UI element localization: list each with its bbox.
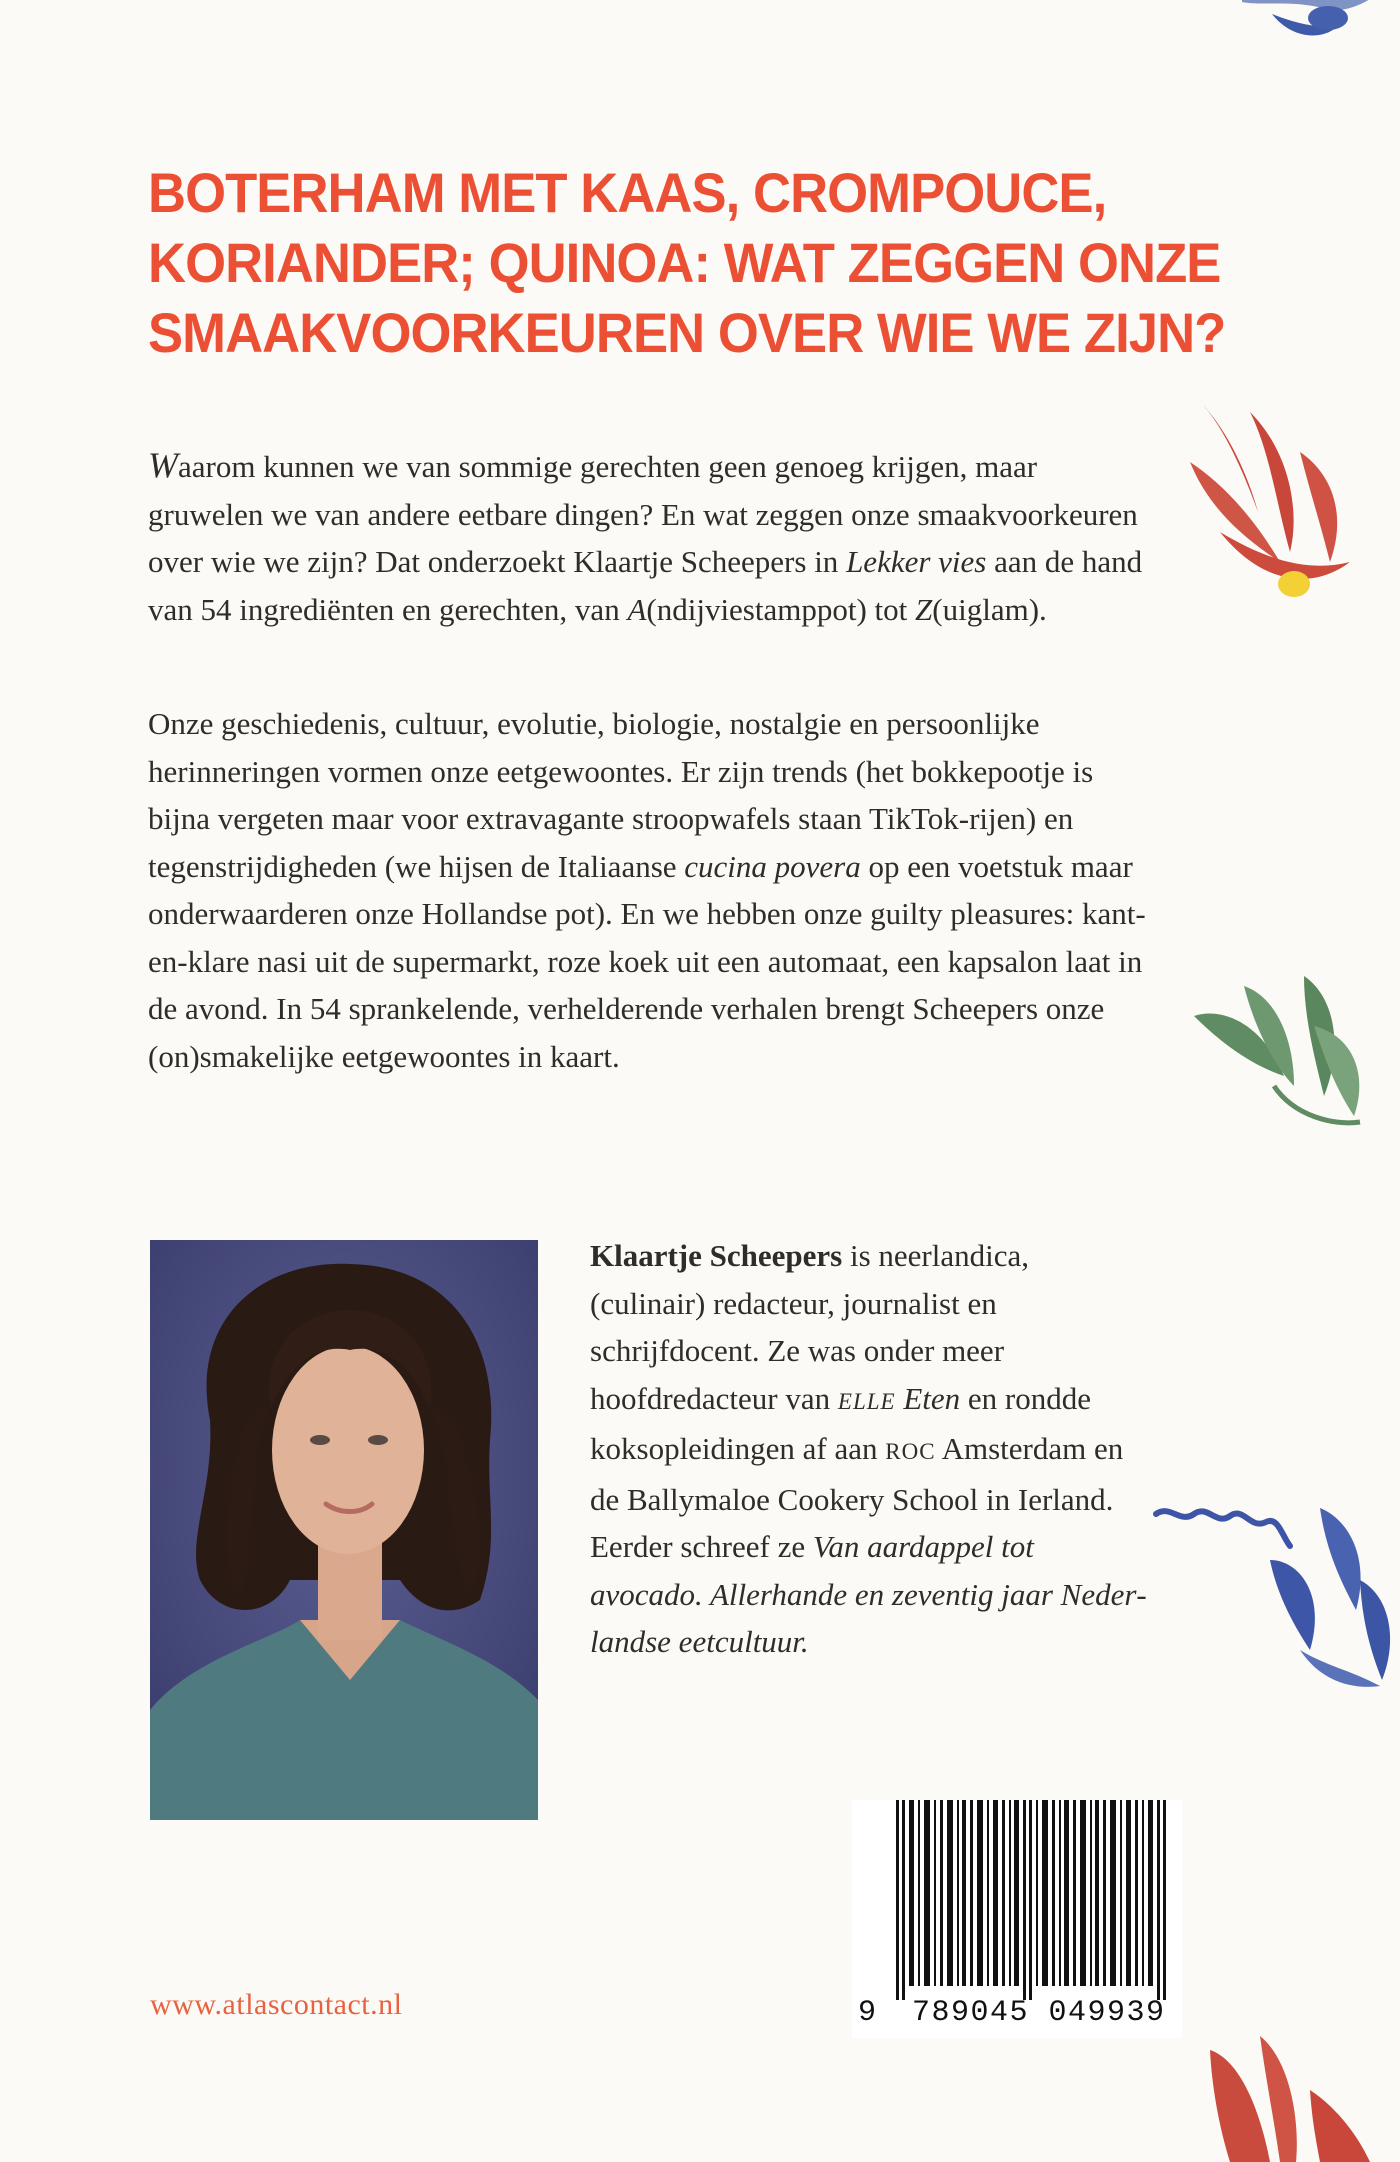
- headline: [148, 158, 1226, 368]
- blurb-text: aan de hand van 54 ingrediënten en gerechten, van: [148, 544, 1143, 627]
- blurb-paragraph-1: [148, 442, 1148, 633]
- barcode-lead-digit: 9: [858, 1996, 877, 2030]
- letter-z: Z: [915, 591, 933, 627]
- blurb-text: (uiglam).: [932, 591, 1047, 627]
- magazine-name-suffix: Eten: [895, 1380, 961, 1416]
- bio-text: Amsterdam en de Ballymaloe Cookery School in Ierland. Eerder schreef ze: [590, 1431, 1124, 1564]
- barcode-bars: [896, 1800, 1176, 2000]
- blurb-text: Onze geschiedenis, cultuur, evolutie, biologie, nostalgie en persoonlijke herinneringen vormen onze eetgewoontes. Er zijn trends (het bokkepootje is bijna vergeten maar voor extravagante stroopwafels staan TikTok-rijen) en tegenstrijdigheden (we hijsen de Italiaanse: [148, 706, 1094, 884]
- letter-a: A: [627, 591, 647, 627]
- headline-line-1: BOTERHAM MET KAAS, CROMPOUCE,: [148, 161, 1107, 224]
- barcode-digits: 789045 049939: [912, 1996, 1166, 2030]
- headline-line-3: SMAAKVOORKEUREN OVER WIE WE ZIJN?: [148, 301, 1226, 364]
- previous-book-title: Van aardappel tot avocado. Allerhande en zeventig jaar Nederlandse eetcultuur.: [590, 1529, 1147, 1659]
- isbn-barcode: [852, 1800, 1182, 2038]
- red-leaf-bottom-decoration: [1200, 2030, 1380, 2162]
- blurb-text: (ndijviestamppot) tot: [646, 591, 916, 627]
- headline-line-2: KORIANDER; QUINOA: WAT ZEGGEN ONZE: [148, 231, 1221, 294]
- author-name: Klaartje Scheepers: [590, 1238, 843, 1273]
- author-bio: [590, 1232, 1150, 1666]
- bio-text: en rondde koksopleidingen af aan: [590, 1380, 1091, 1466]
- drop-cap: W: [148, 445, 178, 485]
- italic-phrase: cucina povera: [684, 848, 861, 884]
- school-abbreviation: ROC: [885, 1439, 936, 1464]
- blurb-text: op een voetstuk maar onderwaarderen onze Hollandse pot). En we hebben onze guilty pleasures: kant-en-klare nasi uit de supermarkt, roze koek uit een automaat, een kapsalon laat in de avond. In 54 sprankelende, verhelderende verhalen brengt Scheepers onze (on)smakelijke eetgewoontes in kaart.: [148, 848, 1146, 1074]
- author-photo: [150, 1240, 538, 1820]
- publisher-url[interactable]: www.atlascontact.nl: [150, 1988, 403, 2021]
- bio-text: is neerlandica, (culinair) redacteur, journalist en schrijfdocent. Ze was onder meer hoofdredacteur van: [590, 1238, 1030, 1416]
- blue-leaf-top-decoration: [1232, 0, 1382, 52]
- blue-swirl-decoration: [1150, 1500, 1400, 1700]
- green-leaf-decoration: [1184, 966, 1374, 1146]
- red-flower-decoration: [1180, 392, 1370, 602]
- blurb-paragraph-2: [148, 700, 1148, 1080]
- book-title: Lekker vies: [846, 544, 987, 579]
- blurb-text: aarom kunnen we van sommige gerechten geen genoeg krijgen, maar gruwelen we van andere eetbare dingen? En wat zeggen onze smaakvoorkeuren over wie we zijn? Dat onderzoekt Klaartje Scheepers in: [148, 449, 1138, 579]
- magazine-name: ELLE: [837, 1388, 896, 1414]
